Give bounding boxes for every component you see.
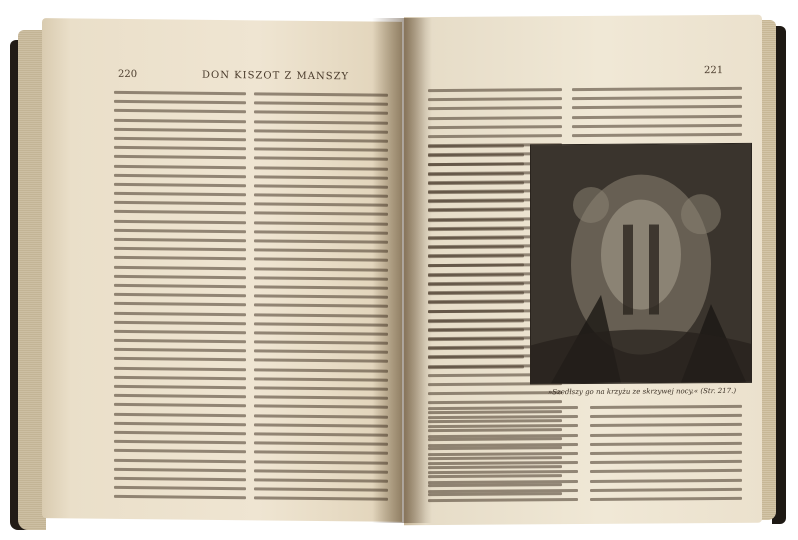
right-page-column-1-bottom — [428, 406, 578, 508]
left-page-column-1 — [114, 91, 246, 506]
right-page-number: 221 — [704, 65, 724, 77]
engraving-drawing — [531, 144, 751, 384]
right-page-column-2-bottom — [590, 405, 742, 507]
engraving-illustration — [530, 143, 752, 385]
left-page-number: 220 — [118, 68, 138, 81]
left-running-head: DON KISZOT Z MANSZY — [202, 69, 350, 83]
page-edges-right — [760, 20, 776, 520]
right-page-column-2-top — [572, 87, 742, 143]
left-page-column-2 — [254, 92, 388, 507]
left-page — [42, 18, 402, 522]
book-spine-shadow — [372, 18, 432, 523]
right-page-column-1-beside-image — [428, 144, 524, 374]
right-page — [404, 15, 762, 525]
engraving-caption: »Szedłszy go na krzyżu ze skrzywej nocy.« (Str. 217.) — [547, 386, 737, 397]
